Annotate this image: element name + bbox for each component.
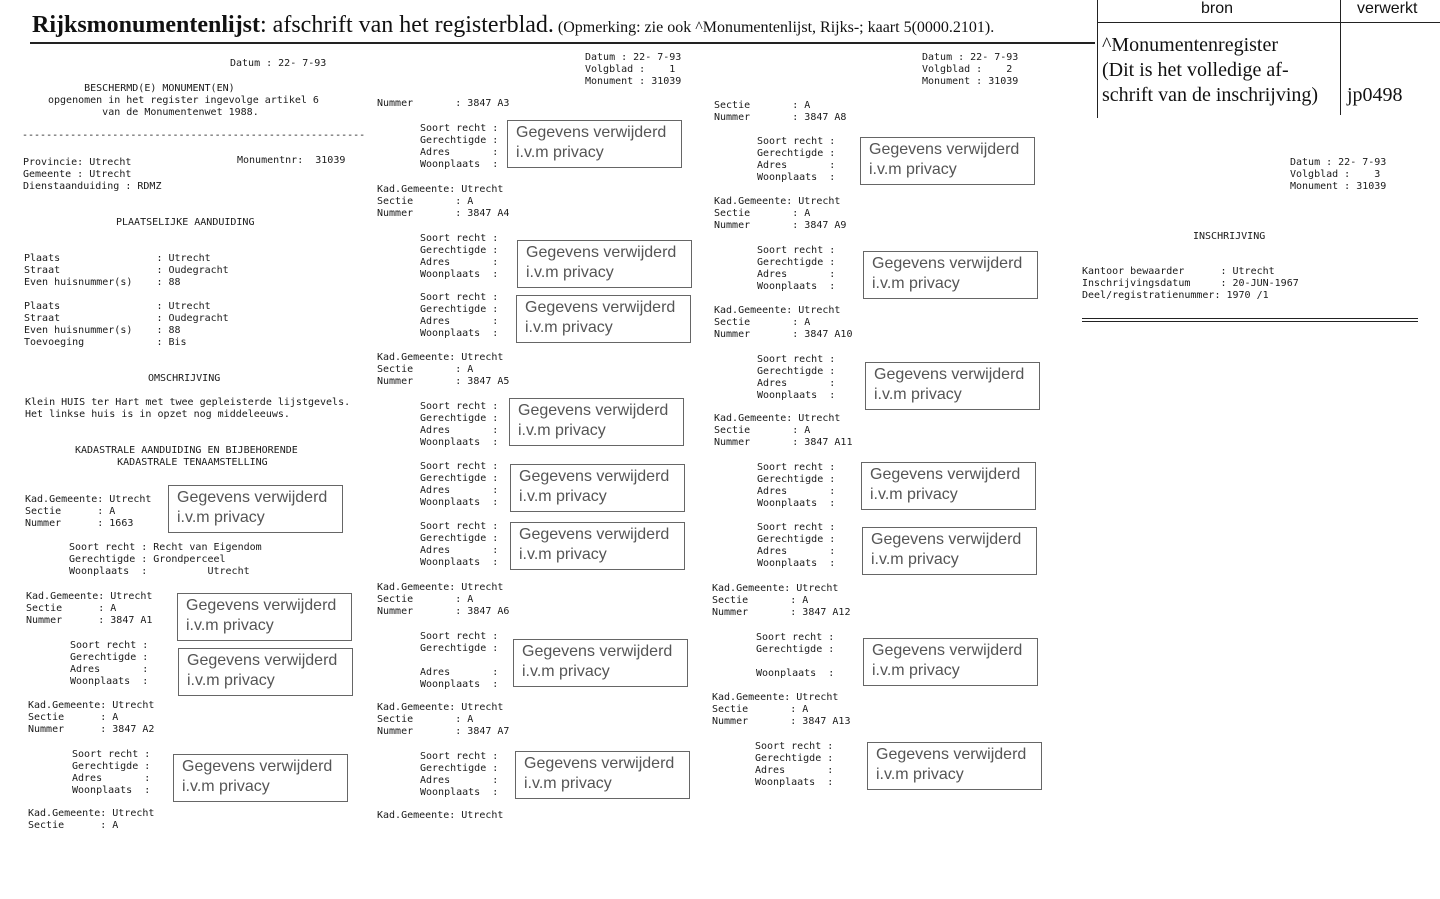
redaction-line2: i.v.m privacy (525, 319, 613, 336)
text-block-p4-inschrijving-h: INSCHRIJVING (1193, 231, 1266, 242)
redaction-line1: Gegevens verwijderd (519, 526, 670, 543)
redaction-line2: i.v.m privacy (187, 672, 275, 689)
text-block-p1-plaats1: Plaats : Utrecht Straat : Oudegracht Even huisnummer(s) : 88 (24, 253, 229, 288)
redaction-line2: i.v.m privacy (182, 778, 270, 795)
privacy-redaction-box (510, 522, 685, 570)
redaction-line1: Gegevens verwijderd (522, 643, 673, 660)
redaction-line1: Gegevens verwijderd (519, 468, 670, 485)
text-block-p2-soort4: Soort recht : Gerechtigde : Adres : Woonplaats : (420, 401, 499, 448)
redaction-line2: i.v.m privacy (186, 617, 274, 634)
redaction-line1: Gegevens verwijderd (876, 746, 1027, 763)
text-block-p2-kadA5: Kad.Gemeente: Utrecht Sectie : A Nummer : 3847 A5 (377, 352, 510, 387)
text-block-p2-soort3: Soort recht : Gerechtigde : Adres : Woonplaats : (420, 292, 499, 339)
text-block-p3-soort2: Soort recht : Gerechtigde : Adres : Woonplaats : (757, 245, 836, 292)
double-rule-top (1082, 318, 1418, 319)
redaction-line1: Gegevens verwijderd (524, 755, 675, 772)
text-block-p3-soort3: Soort recht : Gerechtigde : Adres : Woonplaats : (757, 354, 836, 401)
text-block-p1-soort1: Soort recht : Gerechtigde : Adres : Woonplaats : (70, 640, 149, 687)
text-block-p1-prov: Provincie: Utrecht Gemeente : Utrecht Dienstaanduiding : RDMZ (23, 157, 162, 192)
text-block-p1-soort-eigendom: Soort recht : Recht van Eigendom Gerechtigde : Grondperceel Woonplaats : Utrecht (69, 542, 262, 577)
privacy-redaction-box (863, 251, 1038, 299)
privacy-redaction-box (865, 362, 1040, 410)
redaction-line1: Gegevens verwijderd (187, 652, 338, 669)
redaction-line1: Gegevens verwijderd (869, 141, 1020, 158)
redaction-line1: Gegevens verwijderd (177, 489, 328, 506)
redaction-line2: i.v.m privacy (177, 509, 265, 526)
text-block-p3-soort6: Soort recht : Gerechtigde : Woonplaats : (756, 632, 835, 679)
text-block-p4-header: Datum : 22- 7-93 Volgblad : 3 Monument : 31039 (1290, 157, 1387, 192)
redaction-line2: i.v.m privacy (524, 775, 612, 792)
redaction-line1: Gegevens verwijderd (518, 402, 669, 419)
text-block-p3-kadA12: Kad.Gemeente: Utrecht Sectie : A Nummer : 3847 A12 (712, 583, 851, 618)
redaction-line2: i.v.m privacy (519, 546, 607, 563)
text-block-p1-kad1663: Kad.Gemeente: Utrecht Sectie : A Nummer : 1663 (25, 494, 152, 529)
privacy-redaction-box (513, 639, 688, 687)
redaction-line2: i.v.m privacy (870, 486, 958, 503)
text-block-p3-kadA11: Kad.Gemeente: Utrecht Sectie : A Nummer : 3847 A11 (714, 413, 853, 448)
redaction-line1: Gegevens verwijderd (526, 244, 677, 261)
column-header-bron: bron (1201, 0, 1234, 17)
text-block-p2-kadA7: Kad.Gemeente: Utrecht Sectie : A Nummer : 3847 A7 (377, 702, 510, 737)
text-block-p3-nrA8: Sectie : A Nummer : 3847 A8 (714, 100, 847, 123)
text-block-p3-soort1: Soort recht : Gerechtigde : Adres : Woonplaats : (757, 136, 836, 183)
document-title (32, 12, 994, 39)
bron-value: ^Monumentenregister (Dit is het volledige af- schrift van de inschrijving) (1102, 34, 1319, 106)
text-block-p1-monnr: Monumentnr: 31039 (237, 155, 346, 166)
redaction-line1: Gegevens verwijderd (182, 758, 333, 775)
privacy-redaction-box (862, 527, 1037, 575)
verwerkt-value: jp0498 (1347, 84, 1403, 106)
text-block-p2-soort8: Soort recht : Gerechtigde : Adres : Woonplaats : (420, 751, 499, 798)
privacy-redaction-box (516, 295, 691, 343)
redaction-line2: i.v.m privacy (874, 386, 962, 403)
text-block-p1-dashes: --------------------------------------------------------- (22, 130, 366, 141)
text-block-p1-plaatselijk: PLAATSELIJKE AANDUIDING (116, 217, 255, 228)
redaction-line1: Gegevens verwijderd (874, 366, 1025, 383)
redaction-line1: Gegevens verwijderd (516, 124, 667, 141)
privacy-redaction-box (867, 742, 1042, 790)
text-block-p3-soort4: Soort recht : Gerechtigde : Adres : Woonplaats : (757, 462, 836, 509)
privacy-redaction-box (515, 751, 690, 799)
redaction-line1: Gegevens verwijderd (872, 642, 1023, 659)
redaction-line2: i.v.m privacy (519, 488, 607, 505)
privacy-redaction-box (507, 120, 682, 168)
redaction-line2: i.v.m privacy (871, 551, 959, 568)
redaction-line2: i.v.m privacy (872, 662, 960, 679)
text-block-p2-soort5: Soort recht : Gerechtigde : Adres : Woonplaats : (420, 461, 499, 508)
privacy-redaction-box (173, 754, 348, 802)
text-block-p3-kadA9: Kad.Gemeente: Utrecht Sectie : A Nummer : 3847 A9 (714, 196, 847, 231)
redaction-line2: i.v.m privacy (869, 161, 957, 178)
redaction-line2: i.v.m privacy (518, 422, 606, 439)
redaction-line1: Gegevens verwijderd (525, 299, 676, 316)
double-rule-bottom (1082, 321, 1418, 322)
text-block-p2-header: Datum : 22- 7-93 Volgblad : 1 Monument : 31039 (585, 52, 682, 87)
title-note: (Opmerking: zie ook ^Monumentenlijst, Rijks-; kaart 5(0000.2101). (557, 19, 995, 36)
table-divider-v2 (1340, 0, 1341, 115)
text-block-p1-datum: Datum : 22- 7-93 (230, 58, 327, 69)
text-block-p1-kad-end: Kad.Gemeente: Utrecht Sectie : A (28, 808, 155, 831)
redaction-line2: i.v.m privacy (516, 144, 604, 161)
text-block-p1-soort2: Soort recht : Gerechtigde : Adres : Woonplaats : (72, 749, 151, 796)
redaction-line2: i.v.m privacy (526, 264, 614, 281)
text-block-p1-omschrijving-h: OMSCHRIJVING (148, 373, 221, 384)
privacy-redaction-box (168, 485, 343, 533)
column-header-verwerkt: verwerkt (1357, 0, 1418, 17)
text-block-p2-nrA3: Nummer : 3847 A3 (377, 98, 510, 109)
text-block-p1-plaats2: Plaats : Utrecht Straat : Oudegracht Even huisnummer(s) : 88 Toevoeging : Bis (24, 301, 229, 348)
redaction-line1: Gegevens verwijderd (186, 597, 337, 614)
text-block-p1-omschrijving: Klein HUIS ter Hart met twee gepleisterde lijstgevels. Het linkse huis is in opzet nog middeleeuws. (25, 397, 351, 420)
redaction-line1: Gegevens verwijderd (871, 531, 1022, 548)
text-block-p1-heading: BESCHERMD(E) MONUMENT(EN) opgenomen in het register ingevolge artikel 6 van de Monumentenwet 1988. (48, 83, 319, 118)
text-block-p3-kadA13: Kad.Gemeente: Utrecht Sectie : A Nummer : 3847 A13 (712, 692, 851, 727)
text-block-p2-soort7: Soort recht : Gerechtigde : Adres : Woonplaats : (420, 631, 499, 690)
text-block-p2-kadA4: Kad.Gemeente: Utrecht Sectie : A Nummer : 3847 A4 (377, 184, 510, 219)
redaction-line1: Gegevens verwijderd (870, 466, 1021, 483)
privacy-redaction-box (509, 398, 684, 446)
text-block-p1-kadA1: Kad.Gemeente: Utrecht Sectie : A Nummer : 3847 A1 (26, 591, 153, 626)
text-block-p2-soort2: Soort recht : Gerechtigde : Adres : Woonplaats : (420, 233, 499, 280)
text-block-p3-soort5: Soort recht : Gerechtigde : Adres : Woonplaats : (757, 522, 836, 569)
text-block-p1-kadastrale-h: KADASTRALE AANDUIDING EN BIJBEHORENDE KADASTRALE TENAAMSTELLING (75, 445, 298, 468)
text-block-p2-soort1: Soort recht : Gerechtigde : Adres : Woonplaats : (420, 123, 499, 170)
privacy-redaction-box (510, 464, 685, 512)
title-underline (30, 42, 1095, 44)
privacy-redaction-box (178, 648, 353, 696)
text-block-p1-kadA2: Kad.Gemeente: Utrecht Sectie : A Nummer : 3847 A2 (28, 700, 155, 735)
text-block-p3-header: Datum : 22- 7-93 Volgblad : 2 Monument : 31039 (922, 52, 1019, 87)
title-main: : afschrift van het registerblad. (260, 12, 554, 38)
privacy-redaction-box (861, 462, 1036, 510)
privacy-redaction-box (863, 638, 1038, 686)
title-bold: Rijksmonumentenlijst (32, 12, 261, 38)
table-divider-v1 (1097, 0, 1098, 118)
text-block-p3-soort7: Soort recht : Gerechtigde : Adres : Woonplaats : (755, 741, 834, 788)
privacy-redaction-box (177, 593, 352, 641)
redaction-line1: Gegevens verwijderd (872, 255, 1023, 272)
privacy-redaction-box (860, 137, 1035, 185)
redaction-line2: i.v.m privacy (876, 766, 964, 783)
redaction-line2: i.v.m privacy (872, 275, 960, 292)
text-block-p2-kadA6: Kad.Gemeente: Utrecht Sectie : A Nummer : 3847 A6 (377, 582, 510, 617)
redaction-line2: i.v.m privacy (522, 663, 610, 680)
table-header-line (1097, 22, 1440, 23)
privacy-redaction-box (517, 240, 692, 288)
text-block-p2-kad-end: Kad.Gemeente: Utrecht (377, 810, 504, 821)
text-block-p2-soort6: Soort recht : Gerechtigde : Adres : Woonplaats : (420, 521, 499, 568)
text-block-p4-kantoor: Kantoor bewaarder : Utrecht Inschrijvingsdatum : 20-JUN-1967 Deel/registratienummer: 1970 /1 (1082, 266, 1299, 301)
text-block-p3-kadA10: Kad.Gemeente: Utrecht Sectie : A Nummer : 3847 A10 (714, 305, 853, 340)
